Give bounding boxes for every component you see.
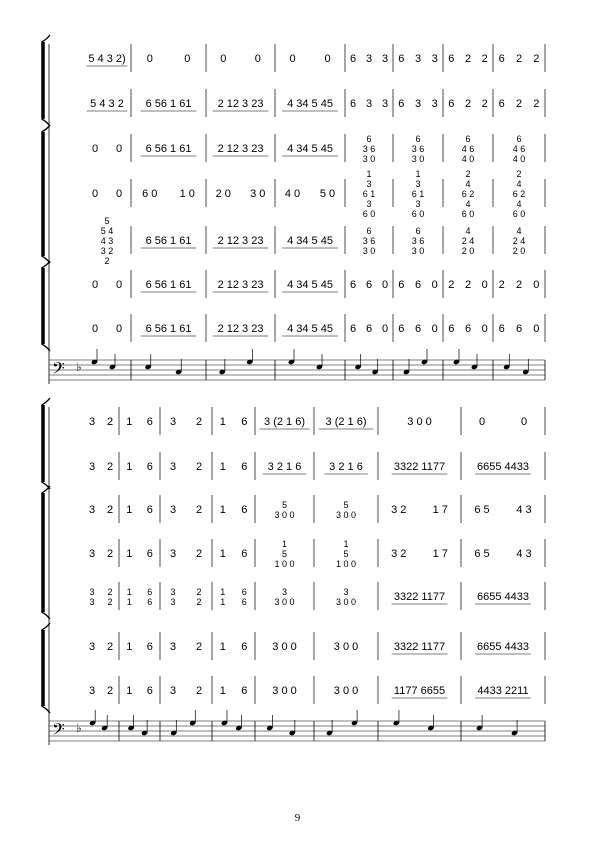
jianpu-note: 0 [431,279,438,291]
jianpu-note: 4 34 5 45 [287,143,333,155]
jianpu-note: 0 [478,416,486,428]
jianpu-note: 3 [169,641,177,653]
jianpu-note: 3 2 [391,548,407,560]
jianpu-note: 4 3 [516,504,532,516]
jianpu-note: 1 [126,597,132,607]
jianpu-note: 6 [146,641,153,653]
jianpu-note: 2 [106,461,114,473]
jianpu-note: 6 [498,53,505,65]
jianpu-note: 1 [220,597,226,607]
jianpu-note: 3 [169,461,177,473]
jianpu-note: 3 [381,53,389,65]
jianpu-note: 3 0 0 [407,416,432,428]
jianpu-note: 1 0 0 [335,559,357,569]
numbered-stave [87,98,540,111]
jianpu-note: 0 [91,188,99,200]
jianpu-note: 2 [196,597,202,607]
jianpu-note: 6 [398,323,405,335]
jianpu-note: 3322 1177 [393,461,446,473]
jianpu-note: 2 4 [512,236,526,246]
jianpu-note: 1 [219,641,226,653]
jianpu-note: 6655 4433 [477,591,529,603]
jianpu-note: 6 [241,587,247,597]
jianpu-note: 4 6 [512,144,526,154]
jianpu-note: 3 [169,548,177,560]
jianpu-note: 6 [146,461,153,473]
jianpu-note: 6 [398,98,405,110]
jianpu-note: 4 [516,226,522,236]
jianpu-note: 0 [324,53,331,65]
jianpu-note: 4 34 5 45 [287,98,333,110]
jianpu-note: 0 [481,323,488,335]
jianpu-note: 2 [107,587,113,597]
jianpu-note: 2 12 3 23 [217,98,264,110]
jianpu-note: 5 [104,216,110,226]
jianpu-note: 3 [88,461,96,473]
jianpu-note: 6 0 [142,188,158,200]
jianpu-note: 0 [481,279,488,291]
score-system [49,44,545,384]
jianpu-note: 2 [106,416,114,428]
jianpu-note: 4 3 [516,548,532,560]
jianpu-note: 6 [241,641,248,653]
jianpu-note: 3 [170,597,176,607]
jianpu-note: 3 [343,587,349,597]
jianpu-note: 1177 6655 [393,685,446,697]
jianpu-note: 3 [89,597,95,607]
jianpu-note: 2 [195,641,203,653]
jianpu-note: 5 4 3 2 [90,98,124,110]
jianpu-note: 3 6 [362,236,376,246]
jianpu-note: 3 [431,98,438,110]
jianpu-note: 5 4 [100,226,114,236]
jianpu-note: 6 56 1 61 [145,235,192,247]
jianpu-note: 0 [146,53,153,65]
jianpu-note: 1 [219,548,226,560]
jianpu-note: 5 [343,549,349,559]
jianpu-note: 6 [448,53,455,65]
jianpu-note: 0 [254,53,261,65]
numbered-stave [89,500,532,520]
jianpu-note: 6 [349,323,357,335]
jianpu-note: 3 [170,587,176,597]
jianpu-note: 5 4 3 2) [88,53,126,65]
jianpu-note: 2 [498,279,505,291]
jianpu-note: 2 [195,548,203,560]
jianpu-note: 6 [241,597,247,607]
jianpu-note: 3 (2 1 6) [264,416,305,428]
jianpu-note: 3 [169,504,177,516]
jianpu-note: 3 0 [411,246,425,256]
jianpu-note: 3 0 [250,188,266,200]
jianpu-note: 2 [515,53,523,65]
jianpu-note: 3 6 [411,144,425,154]
jianpu-note: 6 [365,323,373,335]
jianpu-note: 3 [415,199,421,209]
jianpu-note: 2 [481,53,488,65]
jianpu-note: 3 [88,548,96,560]
jianpu-note: 4 [465,179,471,189]
jianpu-note: 3 2 1 6 [267,461,302,473]
jianpu-note: 5 [281,500,288,510]
numbered-stave [89,685,531,698]
jianpu-note: 4 0 [512,154,526,164]
jianpu-note: 3 0 0 [274,510,295,520]
jianpu-note: 3 [414,53,422,65]
jianpu-note: 1 [220,587,226,597]
jianpu-note: 2 0 [215,188,231,200]
jianpu-note: 1 [281,539,288,549]
jianpu-note: 0 [520,416,528,428]
jianpu-note: 1 [219,685,226,697]
jianpu-note: 4433 2211 [477,685,529,697]
bass-clef-icon: 𝄢 [52,719,65,743]
jianpu-note: 2 [515,98,523,110]
jianpu-note: 1 7 [432,504,448,516]
jianpu-note: 6 0 [512,209,526,219]
jianpu-note: 3 0 [411,154,425,164]
jianpu-note: 3 0 0 [335,510,357,520]
jianpu-note: 6 [366,226,372,236]
jianpu-note: 2 4 [461,236,475,246]
jianpu-note: 2 [481,98,488,110]
jianpu-note: 3 0 0 [274,597,295,607]
jianpu-note: 3 [381,98,389,110]
jianpu-note: 0 [115,323,123,335]
jianpu-note: 6 [349,53,357,65]
jianpu-note: 2 [516,169,522,179]
jianpu-note: 6 [498,323,505,335]
jianpu-note: 3 0 [362,154,376,164]
key-flat-icon: ♭ [76,360,82,374]
jianpu-note: 6 [241,504,248,516]
jianpu-note: 1 [343,539,349,549]
bracket-top-hook [42,398,51,405]
jianpu-note: 2 [533,98,540,110]
jianpu-note: 6 [147,587,153,597]
jianpu-note: 2 [464,53,472,65]
jianpu-note: 6 0 [362,209,376,219]
jianpu-note: 6 [146,416,153,428]
jianpu-note: 4 34 5 45 [287,323,333,335]
jianpu-note: 1 [366,169,372,179]
jianpu-note: 6 [241,416,248,428]
jianpu-note: 6 [414,279,422,291]
jianpu-note: 6655 4433 [477,461,529,473]
jianpu-note: 2 [106,504,114,516]
jianpu-note: 3 0 0 [333,641,359,653]
jianpu-note: 2 [195,685,203,697]
jianpu-note: 3 [366,179,372,189]
jianpu-note: 3 [169,685,177,697]
jianpu-note: 2 12 3 23 [217,143,264,155]
jianpu-note: 3 [366,199,372,209]
jianpu-note: 2 [515,279,523,291]
numbered-stave [89,461,531,474]
jianpu-note: 1 [415,169,421,179]
jianpu-note: 5 0 [319,188,336,200]
jianpu-note: 2 [465,169,471,179]
jianpu-note: 3 [88,416,96,428]
jianpu-note: 3 0 0 [335,597,357,607]
jianpu-note: 6 56 1 61 [145,143,192,155]
jianpu-note: 6 [241,548,248,560]
jianpu-note: 6 [516,134,522,144]
jianpu-note: 6 5 [474,548,490,560]
jianpu-note: 6655 4433 [477,641,529,653]
jianpu-note: 0 [91,279,99,291]
jianpu-note: 3 [415,179,421,189]
jianpu-note: 2 [195,416,203,428]
jianpu-note: 6 2 [461,189,475,199]
jianpu-note: 2 [106,685,114,697]
jianpu-note: 6 56 1 61 [145,323,192,335]
jianpu-note: 0 [115,279,123,291]
jianpu-note: 0 [115,143,123,155]
numbered-stave [89,641,531,654]
jianpu-note: 3 2 [391,504,407,516]
jianpu-note: 6 [448,323,455,335]
jianpu-note: 2 [448,279,455,291]
jianpu-note: 2 [104,256,110,266]
key-flat-icon: ♭ [76,721,82,735]
jianpu-note: 3 6 [362,144,376,154]
jianpu-note: 1 [126,641,133,653]
jianpu-note: 6 [415,134,421,144]
jianpu-note: 2 12 3 23 [217,235,264,247]
jianpu-note: 0 [381,279,389,291]
jianpu-note: 6 [414,323,422,335]
jianpu-note: 3 6 [411,236,425,246]
jianpu-note: 3322 1177 [393,641,446,653]
jianpu-note: 1 [126,504,133,516]
jianpu-note: 1 7 [432,548,448,560]
jianpu-note: 6 [241,685,248,697]
jianpu-note: 0 [289,53,296,65]
jianpu-note: 4 [465,199,471,209]
jianpu-note: 2 [195,461,203,473]
jianpu-note: 0 [381,323,389,335]
jianpu-note: 0 [431,323,438,335]
jianpu-note: 2 [106,641,114,653]
jianpu-note: 2 [464,279,472,291]
jianpu-note: 6 1 [411,189,425,199]
jianpu-note: 1 [219,461,226,473]
jianpu-note: 6 [146,504,153,516]
jianpu-note: 0 [115,188,123,200]
jianpu-note: 0 [184,53,191,65]
jianpu-note: 2 0 [512,246,526,256]
jianpu-note: 3 0 0 [272,685,297,697]
jianpu-note: 3 [281,587,288,597]
jianpu-note: 0 [91,143,99,155]
bass-staff [49,710,545,743]
jianpu-note: 6 [241,461,248,473]
numbered-stave [92,134,525,164]
jianpu-note: 3 [169,416,177,428]
jianpu-note: 3 2 1 6 [329,461,363,473]
jianpu-note: 3322 1177 [393,591,446,603]
jianpu-note: 6 [398,279,405,291]
jianpu-note: 6 [398,53,405,65]
jianpu-note: 2 [107,597,113,607]
jianpu-note: 3 (2 1 6) [325,416,367,428]
jianpu-note: 4 0 [284,188,301,200]
jianpu-note: 6 0 [411,209,425,219]
jianpu-note: 5 [343,500,349,510]
jianpu-note: 2 12 3 23 [217,323,264,335]
jianpu-note: 6 56 1 61 [145,279,192,291]
jianpu-note: 3 0 [362,246,376,256]
jianpu-note: 6 2 [512,189,526,199]
jianpu-note: 6 [146,685,153,697]
jianpu-note: 6 [349,279,357,291]
jianpu-note: 1 [126,587,132,597]
numbered-stave [92,323,539,336]
jianpu-note: 0 [533,323,540,335]
numbered-stave [101,216,526,266]
bracket-top-hook [42,35,51,42]
jianpu-note: 5 [281,549,288,559]
bass-clef-icon: 𝄢 [52,358,65,382]
jianpu-note: 3 [88,504,96,516]
jianpu-note: 1 0 0 [274,559,295,569]
jianpu-note: 6 5 [474,504,490,516]
numbered-stave [89,587,530,607]
jianpu-note: 2 [196,587,202,597]
jianpu-note: 0 [91,323,99,335]
bass-staff [49,349,545,382]
jianpu-note: 6 0 [461,209,475,219]
jianpu-note: 0 [533,279,540,291]
jianpu-note: 1 0 [179,188,195,200]
jianpu-note: 4 34 5 45 [287,279,333,291]
jianpu-note: 3 [89,587,95,597]
jianpu-note: 1 [126,548,133,560]
jianpu-note: 3 0 0 [333,685,359,697]
numbered-stave [92,169,525,219]
numbered-stave [92,279,539,292]
jianpu-note: 1 [219,416,226,428]
jianpu-note: 2 [195,504,203,516]
jianpu-note: 1 [126,416,133,428]
jianpu-note: 3 [431,53,438,65]
jianpu-note: 2 [106,548,114,560]
jianpu-note: 2 12 3 23 [217,279,264,291]
jianpu-note: 4 0 [461,154,475,164]
jianpu-note: 6 [415,226,421,236]
jianpu-note: 6 [464,323,472,335]
jianpu-note: 4 [516,179,522,189]
jianpu-note: 2 [533,53,540,65]
jianpu-note: 4 [465,226,471,236]
jianpu-note: 6 [147,597,153,607]
jianpu-note: 2 [464,98,472,110]
jianpu-note: 0 [220,53,227,65]
jianpu-note: 6 [366,134,372,144]
jianpu-note: 1 [126,685,133,697]
jianpu-note: 4 34 5 45 [287,235,333,247]
jianpu-note: 6 56 1 61 [145,98,192,110]
score-system [49,407,545,745]
jianpu-note: 3 [414,98,422,110]
jianpu-note: 3 [88,641,96,653]
numbered-stave [87,53,540,66]
jianpu-note: 4 3 [100,236,114,246]
jianpu-note: 4 6 [461,144,475,154]
jianpu-note: 1 [126,461,133,473]
jianpu-note: 3 [88,685,96,697]
page-number: 9 [294,812,301,824]
jianpu-note: 6 [365,279,373,291]
jianpu-note: 3 [365,98,373,110]
jianpu-note: 6 [465,134,471,144]
jianpu-note: 6 1 [362,189,376,199]
jianpu-note: 3 2 [100,246,114,256]
jianpu-note: 3 [365,53,373,65]
jianpu-note: 6 [515,323,523,335]
jianpu-note: 6 [349,98,357,110]
jianpu-note: 3 0 0 [272,641,297,653]
jianpu-note: 6 [448,98,455,110]
jianpu-note: 4 [516,199,522,209]
jianpu-note: 2 0 [461,246,475,256]
numbered-stave [89,539,532,569]
jianpu-note: 6 [498,98,505,110]
jianpu-note: 6 [146,548,153,560]
jianpu-note: 1 [219,504,226,516]
